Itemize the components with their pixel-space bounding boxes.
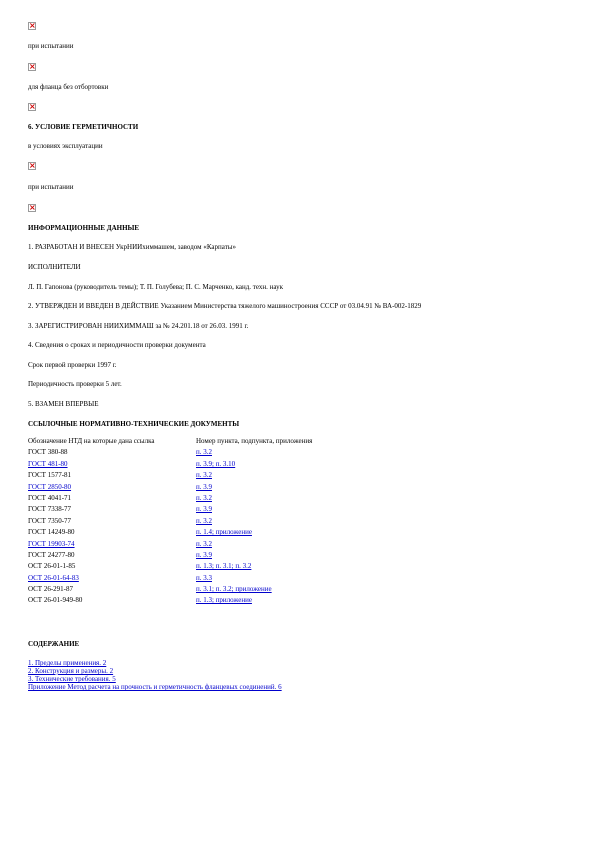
- paragraph: 1. РАЗРАБОТАН И ВНЕСЕН УкрНИИхиммашем, заводом «Карпаты»: [28, 243, 236, 251]
- table-row: [27, 494, 312, 505]
- clause-ref-cell: [195, 505, 312, 516]
- broken-image-icon: [28, 63, 36, 71]
- toc-link[interactable]: 2. Конструкция и размеры. 2: [28, 667, 114, 675]
- clause-link[interactable]: п. 1.3; п. 3.1; п. 3.2: [196, 562, 252, 571]
- paragraph: для фланца без отбортовки: [28, 83, 109, 91]
- clause-ref-cell: [195, 551, 312, 562]
- paragraph: 4. Сведения о сроках и периодичности проверки документа: [28, 341, 206, 349]
- clause-link[interactable]: п. 3.9; п. 3.10: [196, 459, 236, 468]
- section-heading: СОДЕРЖАНИЕ: [28, 640, 80, 648]
- doc-designation-cell: ГОСТ 14249-80: [28, 528, 75, 537]
- clause-link[interactable]: п. 3.1; п. 3.2; приложение: [196, 585, 272, 594]
- doc-designation-cell: [27, 574, 195, 585]
- table-header-cell: Обозначение НТД на которые дана ссылка: [28, 437, 155, 445]
- paragraph: при испытании: [28, 183, 74, 191]
- clause-ref-cell: [195, 483, 312, 494]
- paragraph: ИСПОЛНИТЕЛИ: [28, 263, 81, 271]
- doc-designation-cell: ГОСТ 7350-77: [28, 516, 72, 525]
- doc-designation-cell: ГОСТ 24277-80: [28, 550, 75, 559]
- doc-designation-cell: [27, 483, 195, 494]
- doc-designation-cell: ГОСТ 1577-81: [28, 471, 72, 480]
- table-row: [27, 596, 312, 607]
- section-heading: 6. УСЛОВИЕ ГЕРМЕТИЧНОСТИ: [28, 123, 139, 131]
- section-heading: ССЫЛОЧНЫЕ НОРМАТИВНО-ТЕХНИЧЕСКИЕ ДОКУМЕНТЫ: [28, 420, 240, 428]
- table-row: [27, 448, 312, 459]
- clause-link[interactable]: п. 3.2: [196, 539, 212, 548]
- clause-ref-cell: [195, 517, 312, 528]
- broken-image-icon: [28, 103, 36, 111]
- section-heading: ИНФОРМАЦИОННЫЕ ДАННЫЕ: [28, 224, 140, 232]
- clause-ref-cell: [195, 596, 312, 607]
- broken-image-icon: [28, 22, 36, 30]
- clause-link[interactable]: п. 3.2: [196, 471, 212, 480]
- doc-designation-cell: ОСТ 26-01-1-85: [28, 562, 76, 571]
- doc-designation-cell: [27, 460, 195, 471]
- clause-link[interactable]: п. 1.3; приложение: [196, 596, 252, 605]
- paragraph: в условиях эксплуатации: [28, 142, 103, 150]
- table-row: [27, 551, 312, 562]
- clause-link[interactable]: п. 3.9: [196, 550, 212, 559]
- table-row: [27, 528, 312, 539]
- paragraph: 5. ВЗАМЕН ВПЕРВЫЕ: [28, 400, 99, 408]
- broken-image-icon: [28, 204, 36, 212]
- table-row: [27, 574, 312, 585]
- clause-link[interactable]: п. 3.9: [196, 482, 212, 491]
- doc-link[interactable]: ОСТ 26-01-64-83: [28, 573, 79, 582]
- paragraph: Л. П. Гапонова (руководитель темы); Т. П. Голубева; П. С. Марченко, канд. техн. наук: [28, 283, 284, 291]
- clause-ref-cell: [195, 528, 312, 539]
- table-row: [27, 460, 312, 471]
- table-row: [27, 483, 312, 494]
- table-row: [27, 505, 312, 516]
- table-row: [27, 562, 312, 573]
- clause-ref-cell: [195, 574, 312, 585]
- clause-ref-cell: [195, 562, 312, 573]
- clause-ref-cell: [195, 585, 312, 596]
- paragraph: Срок первой проверки 1997 г.: [28, 361, 117, 369]
- clause-link[interactable]: п. 3.3: [196, 573, 212, 582]
- doc-designation-cell: [27, 540, 195, 551]
- doc-designation-cell: ГОСТ 380-88: [28, 448, 68, 457]
- paragraph: 2. УТВЕРЖДЕН И ВВЕДЕН В ДЕЙСТВИЕ Указанием Министерства тяжелого машиностроения СССР от 03.04.91 № ВА-002-1829: [28, 302, 422, 310]
- paragraph: 3. ЗАРЕГИСТРИРОВАН НИИХИММАШ за № 24.201.18 от 26.03. 1991 г.: [28, 322, 249, 330]
- doc-link[interactable]: ГОСТ 481-80: [28, 459, 68, 468]
- clause-link[interactable]: п. 1.4; приложение: [196, 528, 252, 537]
- toc-link[interactable]: 3. Технические требования. 5: [28, 675, 116, 683]
- doc-designation-cell: ОСТ 26-01-949-80: [28, 596, 83, 605]
- clause-ref-cell: [195, 471, 312, 482]
- toc-link[interactable]: Приложение Метод расчета на прочность и герметичность фланцевых соединений. 6: [28, 683, 282, 691]
- doc-designation-cell: ОСТ 26-291-87: [28, 585, 73, 594]
- clause-ref-cell: [195, 448, 312, 459]
- table-row: [27, 471, 312, 482]
- clause-link[interactable]: п. 3.9: [196, 505, 212, 514]
- broken-image-icon: [28, 162, 36, 170]
- clause-link[interactable]: п. 3.2: [196, 448, 212, 457]
- toc-link[interactable]: 1. Пределы применения. 2: [28, 659, 107, 667]
- clause-ref-cell: [195, 494, 312, 505]
- table-header-row: [27, 437, 312, 448]
- doc-link[interactable]: ГОСТ 2850-80: [28, 482, 72, 491]
- table-row: [27, 540, 312, 551]
- clause-ref-cell: [195, 540, 312, 551]
- paragraph: при испытании: [28, 42, 74, 50]
- clause-ref-cell: [195, 460, 312, 471]
- clause-link[interactable]: п. 3.2: [196, 493, 212, 502]
- doc-designation-cell: ГОСТ 4041-71: [28, 493, 72, 502]
- references-table: [27, 437, 312, 608]
- table-row: [27, 517, 312, 528]
- doc-designation-cell: ГОСТ 7338-77: [28, 505, 72, 514]
- table-header-cell: Номер пункта, подпункта, приложения: [196, 437, 313, 445]
- table-row: [27, 585, 312, 596]
- doc-link[interactable]: ГОСТ 19903-74: [28, 539, 75, 548]
- paragraph: Периодичность проверки 5 лет.: [28, 380, 122, 388]
- clause-link[interactable]: п. 3.2: [196, 516, 212, 525]
